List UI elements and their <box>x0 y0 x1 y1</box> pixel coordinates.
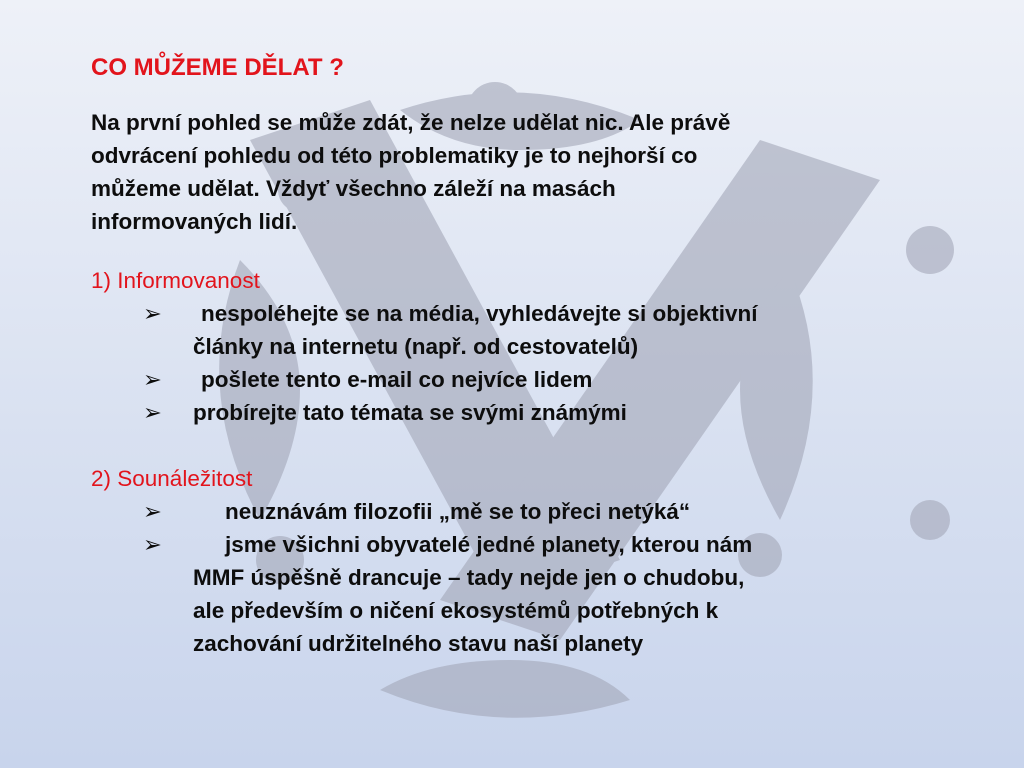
intro-paragraph <box>91 106 941 238</box>
arrow-bullet-icon: ➢ <box>143 400 162 425</box>
list-item-line: články na internetu (např. od cestovatelů) <box>193 334 639 359</box>
arrow-bullet-icon: ➢ <box>143 532 162 557</box>
intro-line: informovaných lidí. <box>91 209 298 234</box>
slide-content <box>91 52 941 693</box>
intro-line: odvrácení pohledu od této problematiky je to nejhorší co <box>91 143 698 168</box>
list-item-line: MMF úspěšně drancuje – tady nejde jen o chudobu, <box>193 565 745 590</box>
bullet-list-informovanost <box>91 297 941 429</box>
section-heading-informovanost: 1) Informovanost <box>91 268 260 293</box>
list-item <box>91 495 941 528</box>
list-item-line: zachování udržitelného stavu naší planety <box>193 631 644 656</box>
intro-line: Na první pohled se může zdát, že nelze udělat nic. Ale právě <box>91 110 731 135</box>
list-item <box>91 528 941 660</box>
arrow-bullet-icon: ➢ <box>143 301 162 326</box>
section-heading-sounalezitost: 2) Sounáležitost <box>91 466 253 491</box>
list-item-line: probírejte tato témata se svými známými <box>193 400 627 425</box>
bullet-list-sounalezitost <box>91 495 941 660</box>
intro-line: můžeme udělat. Vždyť všechno záleží na masách <box>91 176 616 201</box>
list-item <box>91 396 941 429</box>
list-item <box>91 363 941 396</box>
arrow-bullet-icon: ➢ <box>143 367 162 392</box>
slide-title: CO MŮŽEME DĚLAT ? <box>91 54 344 81</box>
list-item-line: jsme všichni obyvatelé jedné planety, kterou nám <box>225 532 753 557</box>
list-item <box>91 297 941 363</box>
list-item-line: nespoléhejte se na média, vyhledávejte si objektivní <box>201 301 758 326</box>
list-item-line: neuznávám filozofii „mě se to přeci netýká“ <box>225 499 691 524</box>
arrow-bullet-icon: ➢ <box>143 499 162 524</box>
list-item-line: pošlete tento e-mail co nejvíce lidem <box>201 367 593 392</box>
list-item-line: ale především o ničení ekosystémů potřebných k <box>193 598 719 623</box>
